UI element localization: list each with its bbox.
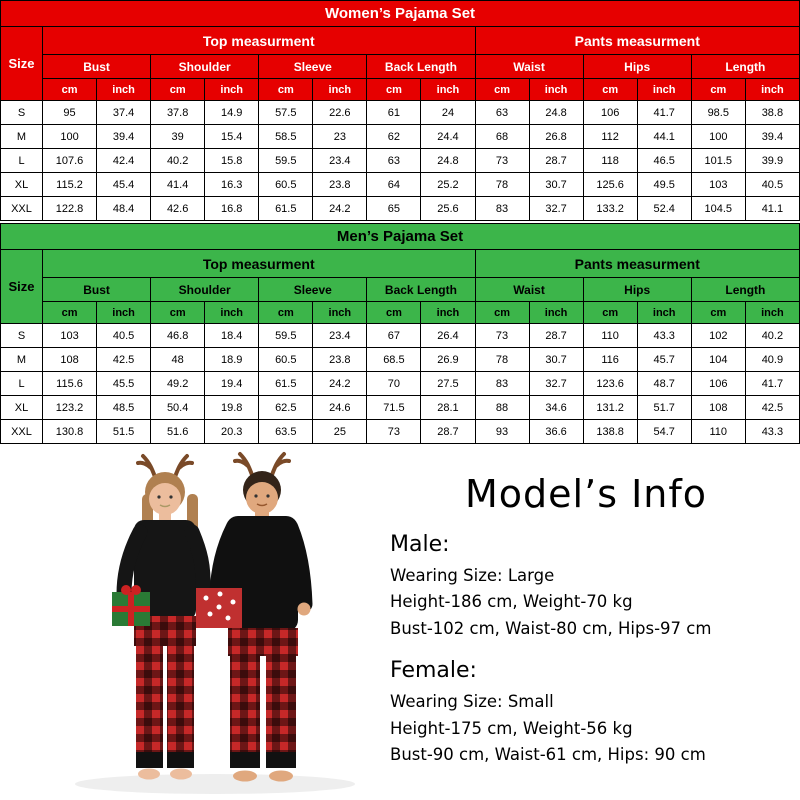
unit-header: inch	[313, 302, 367, 324]
male-heading: Male:	[390, 532, 450, 557]
foot	[233, 771, 257, 782]
value-cell: 24.2	[313, 197, 367, 221]
size-cell: M	[1, 348, 43, 372]
value-cell: 115.6	[43, 372, 97, 396]
size-column-header: Size	[1, 27, 43, 101]
value-cell: 40.2	[151, 149, 205, 173]
value-cell: 54.7	[637, 420, 691, 444]
value-cell: 48.5	[97, 396, 151, 420]
unit-header: inch	[745, 79, 799, 101]
size-cell: XL	[1, 173, 43, 197]
value-cell: 68	[475, 125, 529, 149]
size-cell: S	[1, 101, 43, 125]
value-cell: 20.3	[205, 420, 259, 444]
unit-header: inch	[421, 302, 475, 324]
unit-header: cm	[475, 79, 529, 101]
value-cell: 24	[421, 101, 475, 125]
size-row	[1, 420, 800, 444]
value-cell: 104	[691, 348, 745, 372]
unit-header: cm	[259, 302, 313, 324]
foot	[138, 769, 160, 780]
size-row	[1, 372, 800, 396]
red-gift-icon	[196, 588, 242, 628]
group-header: Pants measurment	[475, 250, 800, 278]
value-cell: 108	[43, 348, 97, 372]
unit-header: cm	[151, 302, 205, 324]
size-cell: L	[1, 372, 43, 396]
value-cell: 32.7	[529, 372, 583, 396]
value-cell: 48.4	[97, 197, 151, 221]
value-cell: 40.2	[745, 324, 799, 348]
measure-header: Back Length	[367, 278, 475, 302]
unit-header: inch	[637, 302, 691, 324]
table-title: Men’s Pajama Set	[1, 224, 800, 250]
value-cell: 106	[583, 101, 637, 125]
size-row	[1, 125, 800, 149]
value-cell: 68.5	[367, 348, 421, 372]
value-cell: 24.8	[421, 149, 475, 173]
value-cell: 24.6	[313, 396, 367, 420]
value-cell: 73	[475, 324, 529, 348]
unit-header: inch	[529, 79, 583, 101]
value-cell: 46.8	[151, 324, 205, 348]
value-cell: 45.7	[637, 348, 691, 372]
eye	[169, 495, 172, 498]
value-cell: 41.7	[637, 101, 691, 125]
value-cell: 41.1	[745, 197, 799, 221]
value-cell: 40.5	[745, 173, 799, 197]
value-cell: 59.5	[259, 324, 313, 348]
value-cell: 108	[691, 396, 745, 420]
unit-header: inch	[637, 79, 691, 101]
value-cell: 41.7	[745, 372, 799, 396]
value-cell: 51.7	[637, 396, 691, 420]
value-cell: 51.6	[151, 420, 205, 444]
measure-header: Hips	[583, 278, 691, 302]
value-cell: 123.6	[583, 372, 637, 396]
value-cell: 26.4	[421, 324, 475, 348]
value-cell: 103	[691, 173, 745, 197]
floor-shadow	[75, 774, 355, 794]
eye	[266, 494, 269, 497]
value-cell: 15.8	[205, 149, 259, 173]
value-cell: 19.4	[205, 372, 259, 396]
unit-header: cm	[367, 79, 421, 101]
value-cell: 88	[475, 396, 529, 420]
unit-header: cm	[43, 79, 97, 101]
pant-cuff	[230, 752, 260, 768]
unit-header: cm	[259, 79, 313, 101]
value-cell: 46.5	[637, 149, 691, 173]
value-cell: 19.8	[205, 396, 259, 420]
value-cell: 24.2	[313, 372, 367, 396]
value-cell: 28.1	[421, 396, 475, 420]
group-header-row	[1, 27, 800, 55]
value-cell: 110	[583, 324, 637, 348]
unit-header: inch	[745, 302, 799, 324]
value-cell: 61.5	[259, 372, 313, 396]
value-cell: 39.9	[745, 149, 799, 173]
value-cell: 62	[367, 125, 421, 149]
value-cell: 60.5	[259, 348, 313, 372]
unit-header: cm	[691, 79, 745, 101]
value-cell: 36.6	[529, 420, 583, 444]
value-cell: 39.4	[97, 125, 151, 149]
value-cell: 65	[367, 197, 421, 221]
value-cell: 78	[475, 348, 529, 372]
value-cell: 27.5	[421, 372, 475, 396]
value-cell: 67	[367, 324, 421, 348]
unit-header: inch	[529, 302, 583, 324]
foot	[170, 769, 192, 780]
value-cell: 57.5	[259, 101, 313, 125]
value-cell: 37.4	[97, 101, 151, 125]
value-cell: 28.7	[421, 420, 475, 444]
size-row	[1, 324, 800, 348]
value-cell: 64	[367, 173, 421, 197]
value-cell: 70	[367, 372, 421, 396]
size-cell: XXL	[1, 197, 43, 221]
value-cell: 39.4	[745, 125, 799, 149]
value-cell: 103	[43, 324, 97, 348]
value-cell: 73	[367, 420, 421, 444]
measure-header: Back Length	[367, 55, 475, 79]
value-cell: 122.8	[43, 197, 97, 221]
size-cell: XXL	[1, 420, 43, 444]
measure-header: Sleeve	[259, 278, 367, 302]
table-title-row	[1, 224, 800, 250]
unit-header: inch	[313, 79, 367, 101]
womens-size-table	[0, 0, 800, 221]
value-cell: 49.2	[151, 372, 205, 396]
value-cell: 62.5	[259, 396, 313, 420]
measure-header: Bust	[43, 55, 151, 79]
measure-header: Hips	[583, 55, 691, 79]
value-cell: 41.4	[151, 173, 205, 197]
model-info-title: Model’s Info	[465, 472, 707, 516]
unit-header-row	[1, 302, 800, 324]
value-cell: 28.7	[529, 324, 583, 348]
measure-header: Shoulder	[151, 278, 259, 302]
value-cell: 112	[583, 125, 637, 149]
value-cell: 26.8	[529, 125, 583, 149]
value-cell: 42.6	[151, 197, 205, 221]
size-row	[1, 396, 800, 420]
value-cell: 59.5	[259, 149, 313, 173]
group-header-row	[1, 250, 800, 278]
female-plaid-pants	[167, 644, 194, 756]
female-info-line: Bust-90 cm, Waist-61 cm, Hips: 90 cm	[390, 744, 706, 764]
value-cell: 45.4	[97, 173, 151, 197]
male-info-block	[390, 532, 782, 642]
value-cell: 63	[475, 101, 529, 125]
measure-header: Waist	[475, 278, 583, 302]
female-info-block	[390, 658, 782, 768]
unit-header: inch	[205, 79, 259, 101]
eye	[157, 495, 160, 498]
value-cell: 14.9	[205, 101, 259, 125]
value-cell: 110	[691, 420, 745, 444]
foot	[269, 771, 293, 782]
unit-header-row	[1, 79, 800, 101]
value-cell: 63.5	[259, 420, 313, 444]
size-column-header: Size	[1, 250, 43, 324]
value-cell: 63	[367, 149, 421, 173]
size-cell: L	[1, 149, 43, 173]
value-cell: 37.8	[151, 101, 205, 125]
value-cell: 83	[475, 197, 529, 221]
hand	[298, 603, 311, 616]
measure-header-row	[1, 278, 800, 302]
value-cell: 24.4	[421, 125, 475, 149]
size-cell: M	[1, 125, 43, 149]
value-cell: 52.4	[637, 197, 691, 221]
pant-cuff	[266, 752, 296, 768]
value-cell: 138.8	[583, 420, 637, 444]
models-photo	[0, 446, 390, 798]
group-header: Pants measurment	[475, 27, 800, 55]
size-row	[1, 197, 800, 221]
value-cell: 93	[475, 420, 529, 444]
value-cell: 100	[43, 125, 97, 149]
measure-header: Waist	[475, 55, 583, 79]
model-info-section	[390, 446, 800, 798]
value-cell: 25	[313, 420, 367, 444]
value-cell: 44.1	[637, 125, 691, 149]
measure-header: Sleeve	[259, 55, 367, 79]
value-cell: 25.6	[421, 197, 475, 221]
size-row	[1, 149, 800, 173]
female-info-line: Height-175 cm, Weight-56 kg	[390, 718, 633, 738]
value-cell: 58.5	[259, 125, 313, 149]
mens-size-table	[0, 223, 800, 444]
value-cell: 95	[43, 101, 97, 125]
value-cell: 23.8	[313, 348, 367, 372]
female-heading: Female:	[390, 658, 477, 684]
value-cell: 98.5	[691, 101, 745, 125]
models-illustration	[0, 446, 390, 798]
male-plaid-pants	[230, 654, 260, 758]
female-info-line: Wearing Size: Small	[390, 692, 554, 712]
value-cell: 125.6	[583, 173, 637, 197]
eye	[254, 494, 257, 497]
value-cell: 24.8	[529, 101, 583, 125]
unit-header: cm	[583, 302, 637, 324]
female-plaid-pants	[136, 644, 163, 756]
unit-header: inch	[421, 79, 475, 101]
value-cell: 43.3	[637, 324, 691, 348]
value-cell: 18.9	[205, 348, 259, 372]
value-cell: 39	[151, 125, 205, 149]
male-info-line: Bust-102 cm, Waist-80 cm, Hips-97 cm	[390, 618, 712, 638]
value-cell: 78	[475, 173, 529, 197]
unit-header: inch	[97, 302, 151, 324]
value-cell: 42.4	[97, 149, 151, 173]
group-header: Top measurment	[43, 27, 476, 55]
value-cell: 23.4	[313, 324, 367, 348]
value-cell: 18.4	[205, 324, 259, 348]
table-title-row	[1, 1, 800, 27]
male-plaid-pants	[266, 654, 296, 758]
size-cell: S	[1, 324, 43, 348]
value-cell: 38.8	[745, 101, 799, 125]
measure-header: Length	[691, 278, 799, 302]
value-cell: 30.7	[529, 348, 583, 372]
value-cell: 32.7	[529, 197, 583, 221]
measure-header: Shoulder	[151, 55, 259, 79]
value-cell: 116	[583, 348, 637, 372]
measure-header: Bust	[43, 278, 151, 302]
bottom-section	[0, 446, 800, 798]
group-header: Top measurment	[43, 250, 476, 278]
male-info-line: Height-186 cm, Weight-70 kg	[390, 592, 633, 612]
value-cell: 131.2	[583, 396, 637, 420]
value-cell: 42.5	[745, 396, 799, 420]
value-cell: 28.7	[529, 149, 583, 173]
value-cell: 30.7	[529, 173, 583, 197]
male-plaid-pants	[228, 628, 298, 656]
value-cell: 106	[691, 372, 745, 396]
value-cell: 34.6	[529, 396, 583, 420]
value-cell: 83	[475, 372, 529, 396]
value-cell: 16.3	[205, 173, 259, 197]
unit-header: cm	[151, 79, 205, 101]
size-row	[1, 348, 800, 372]
measure-header: Length	[691, 55, 799, 79]
size-row	[1, 101, 800, 125]
pant-cuff	[136, 752, 163, 768]
value-cell: 23.8	[313, 173, 367, 197]
value-cell: 100	[691, 125, 745, 149]
value-cell: 104.5	[691, 197, 745, 221]
value-cell: 102	[691, 324, 745, 348]
value-cell: 16.8	[205, 197, 259, 221]
measure-header-row	[1, 55, 800, 79]
table-title: Women’s Pajama Set	[1, 1, 800, 27]
value-cell: 101.5	[691, 149, 745, 173]
value-cell: 23	[313, 125, 367, 149]
value-cell: 48.7	[637, 372, 691, 396]
value-cell: 50.4	[151, 396, 205, 420]
unit-header: cm	[475, 302, 529, 324]
value-cell: 118	[583, 149, 637, 173]
value-cell: 43.3	[745, 420, 799, 444]
size-cell: XL	[1, 396, 43, 420]
value-cell: 61.5	[259, 197, 313, 221]
value-cell: 71.5	[367, 396, 421, 420]
value-cell: 133.2	[583, 197, 637, 221]
value-cell: 130.8	[43, 420, 97, 444]
unit-header: cm	[43, 302, 97, 324]
value-cell: 60.5	[259, 173, 313, 197]
size-row	[1, 173, 800, 197]
value-cell: 23.4	[313, 149, 367, 173]
value-cell: 45.5	[97, 372, 151, 396]
value-cell: 42.5	[97, 348, 151, 372]
male-info-line: Wearing Size: Large	[390, 566, 555, 585]
value-cell: 49.5	[637, 173, 691, 197]
unit-header: cm	[691, 302, 745, 324]
value-cell: 26.9	[421, 348, 475, 372]
value-cell: 73	[475, 149, 529, 173]
value-cell: 115.2	[43, 173, 97, 197]
unit-header: cm	[583, 79, 637, 101]
value-cell: 40.5	[97, 324, 151, 348]
value-cell: 15.4	[205, 125, 259, 149]
value-cell: 123.2	[43, 396, 97, 420]
value-cell: 40.9	[745, 348, 799, 372]
value-cell: 48	[151, 348, 205, 372]
value-cell: 51.5	[97, 420, 151, 444]
value-cell: 61	[367, 101, 421, 125]
unit-header: cm	[367, 302, 421, 324]
value-cell: 25.2	[421, 173, 475, 197]
pant-cuff	[167, 752, 194, 768]
value-cell: 22.6	[313, 101, 367, 125]
unit-header: inch	[205, 302, 259, 324]
unit-header: inch	[97, 79, 151, 101]
value-cell: 107.6	[43, 149, 97, 173]
